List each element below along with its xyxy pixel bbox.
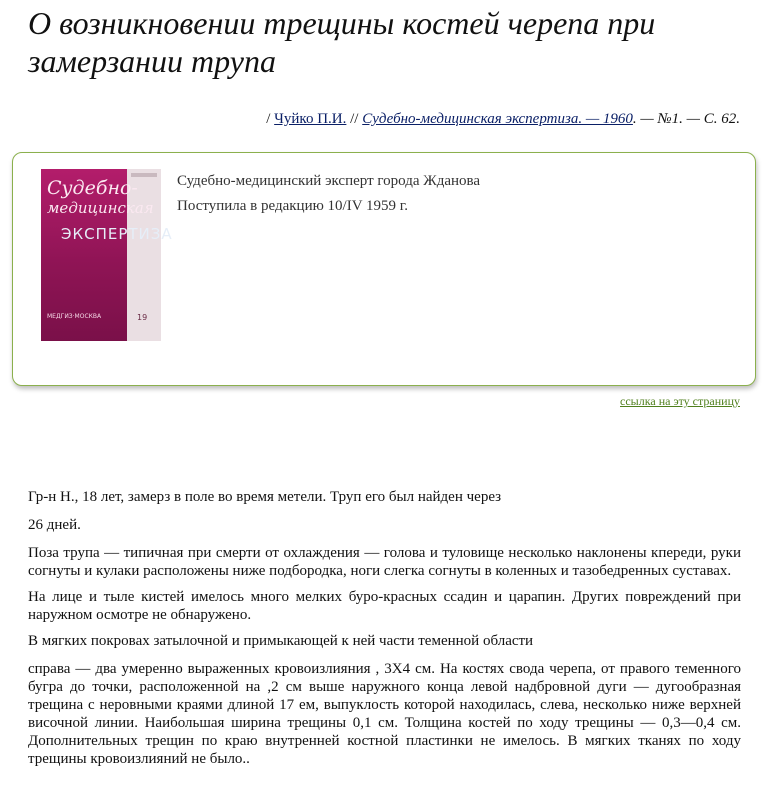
permalink-link[interactable]: ссылка на эту страницу bbox=[620, 394, 740, 408]
journal-link[interactable]: Судебно-медицинская экспертиза. — 1960 bbox=[362, 111, 633, 127]
cover-title-line2: медицинская bbox=[47, 199, 154, 217]
article-title: О возникновении трещины костей черепа при замерзании трупа bbox=[28, 5, 656, 79]
body-paragraph: На лице и тыле кистей имелось много мелких буро-красных ссадин и царапин. Других повреждений при наружном осмотре не обнаружено. bbox=[28, 589, 741, 623]
cover-title-line3: ЭКСПЕРТИЗА bbox=[61, 225, 173, 243]
body-paragraph: 26 дней. bbox=[28, 517, 81, 533]
citation-issue: . — №1. — С. 62. bbox=[632, 111, 740, 127]
cover-title-line1: Судебно- bbox=[47, 177, 138, 199]
body-paragraph: Поза трупа — типичная при смерти от охлаждения — голова и туловище несколько наклонены кпереди, руки согнуты и кулаки расположены ниже подбородка, ноги слегка согнуты в коленных и тазобедренных суставах. bbox=[28, 545, 741, 579]
author-affiliation: Судебно-медицинский эксперт города Жданова bbox=[177, 173, 481, 189]
article-body bbox=[28, 488, 741, 776]
author-link[interactable]: Чуйко П.И. bbox=[274, 111, 347, 127]
received-date: Поступила в редакцию 10/IV 1959 г. bbox=[177, 198, 408, 214]
cover-year: 19 bbox=[137, 313, 148, 322]
body-paragraph: справа — два умеренно выраженных кровоизлияния , 3Х4 см. На костях свода черепа, от правого теменного бугра до точки, расположенной на ,2 см выше наружного конца левой надбровной дуги — дугообразная трещина с неровными краями длиной 17 ем, выпуклость которой находилась, слева, несколько ниже верхней височной линии. Наибольшая ширина трещины 0,1 см. Толщина костей по ходу трещины — 0,3—0,4 см. Дополнительных трещин по краю внутренней костной пластинки не имелось. В мягких тканях по ходу трещины кровоизлияний не было.. bbox=[28, 661, 741, 767]
citation-separator: // bbox=[346, 111, 363, 127]
cover-publisher: МЕДГИЗ·МОСКВА bbox=[47, 313, 102, 320]
article-info-box bbox=[12, 152, 756, 386]
article-info-text bbox=[177, 169, 480, 219]
citation-prefix: / bbox=[266, 111, 275, 127]
citation bbox=[266, 110, 740, 128]
body-paragraph: В мягких покровах затылочной и примыкающей к ней части теменной области bbox=[28, 633, 534, 649]
journal-cover-image[interactable] bbox=[41, 169, 173, 341]
body-paragraph: Гр-н Н., 18 лет, замерз в поле во время метели. Труп его был найден через bbox=[28, 489, 502, 505]
